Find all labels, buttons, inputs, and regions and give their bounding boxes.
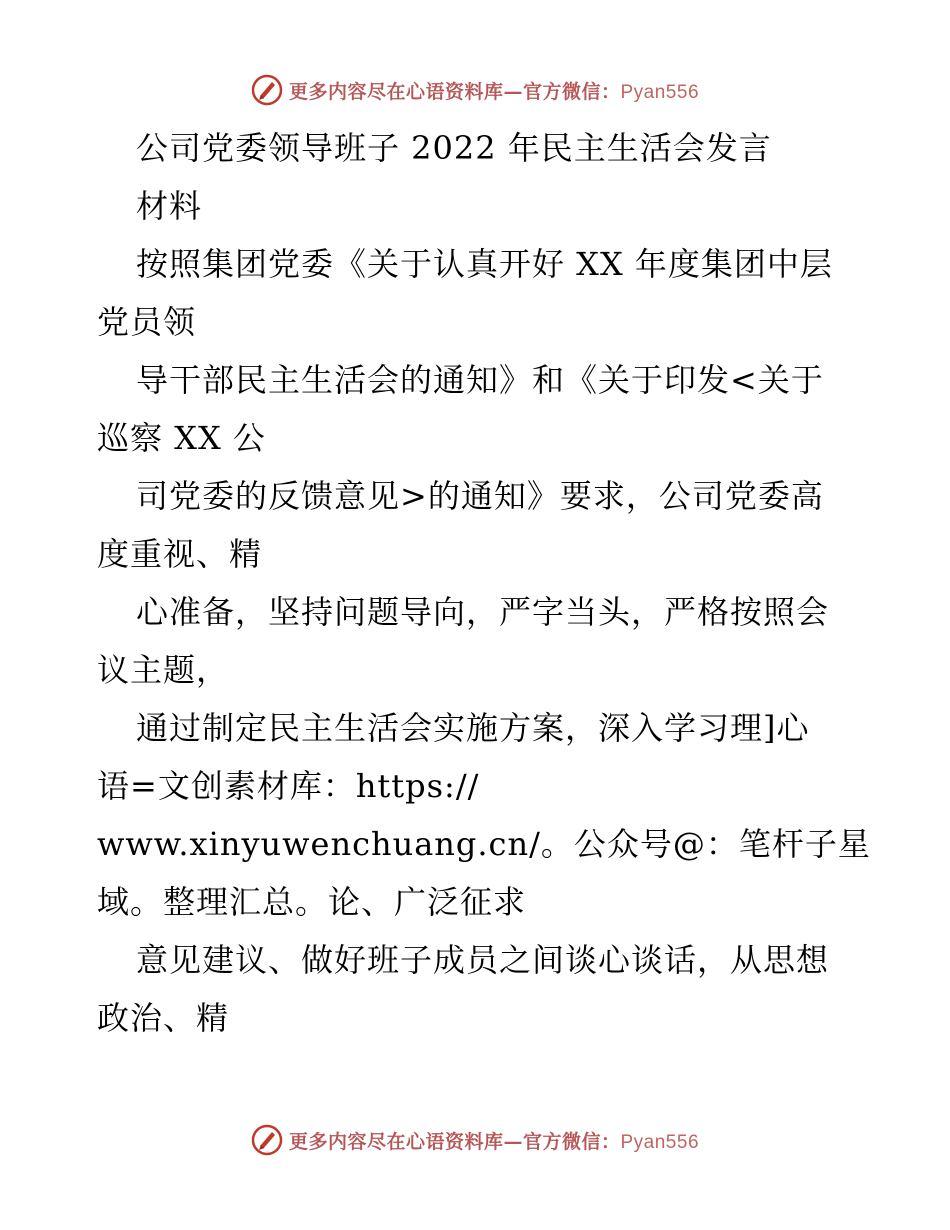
quill-logo-icon [251, 74, 283, 106]
text-line: 通过制定民主生活会实施方案，深入学习理]心 [136, 709, 810, 747]
header-banner [0, 70, 950, 110]
banner-text [289, 1127, 699, 1154]
text-line: 议主题， [97, 651, 230, 689]
text-line: 度重视、精 [97, 535, 263, 573]
text-line: 意见建议、做好班子成员之间谈心谈话，从思想 [136, 941, 830, 979]
text-line: 域。整理汇总。论、广泛征求 [97, 883, 527, 921]
text-line: www.xinyuwenchuang.cn/。公众号@：笔杆子星 [97, 825, 871, 863]
text-line: 导干部民主生活会的通知》和《关于印发<关于 [136, 361, 824, 399]
text-line: 司党委的反馈意见>的通知》要求，公司党委高 [136, 477, 824, 515]
text-line: 语=文创素材库：https:// [97, 767, 480, 805]
banner-cn-text: 更多内容尽在心语资料库—官方微信： [288, 1130, 621, 1153]
text-line: 按照集团党委《关于认真开好 XX 年度集团中层 [136, 245, 833, 283]
banner-wechat-id: Pyan556 [620, 1131, 700, 1153]
quill-logo-icon [251, 1124, 283, 1156]
banner-cn-text: 更多内容尽在心语资料库—官方微信： [288, 80, 621, 103]
text-line: 党员领 [97, 303, 197, 341]
text-line: 巡察 XX 公 [97, 419, 266, 457]
document-title-line-1: 公司党委领导班子 2022 年民主生活会发言 [136, 129, 772, 167]
text-line: 心准备，坚持问题导向，严字当头，严格按照会 [136, 593, 830, 631]
banner-wechat-id: Pyan556 [620, 81, 700, 103]
text-line: 政治、精 [97, 999, 230, 1037]
document-title-line-2: 材料 [136, 187, 203, 225]
banner-text [289, 77, 699, 104]
footer-banner [0, 1120, 950, 1160]
